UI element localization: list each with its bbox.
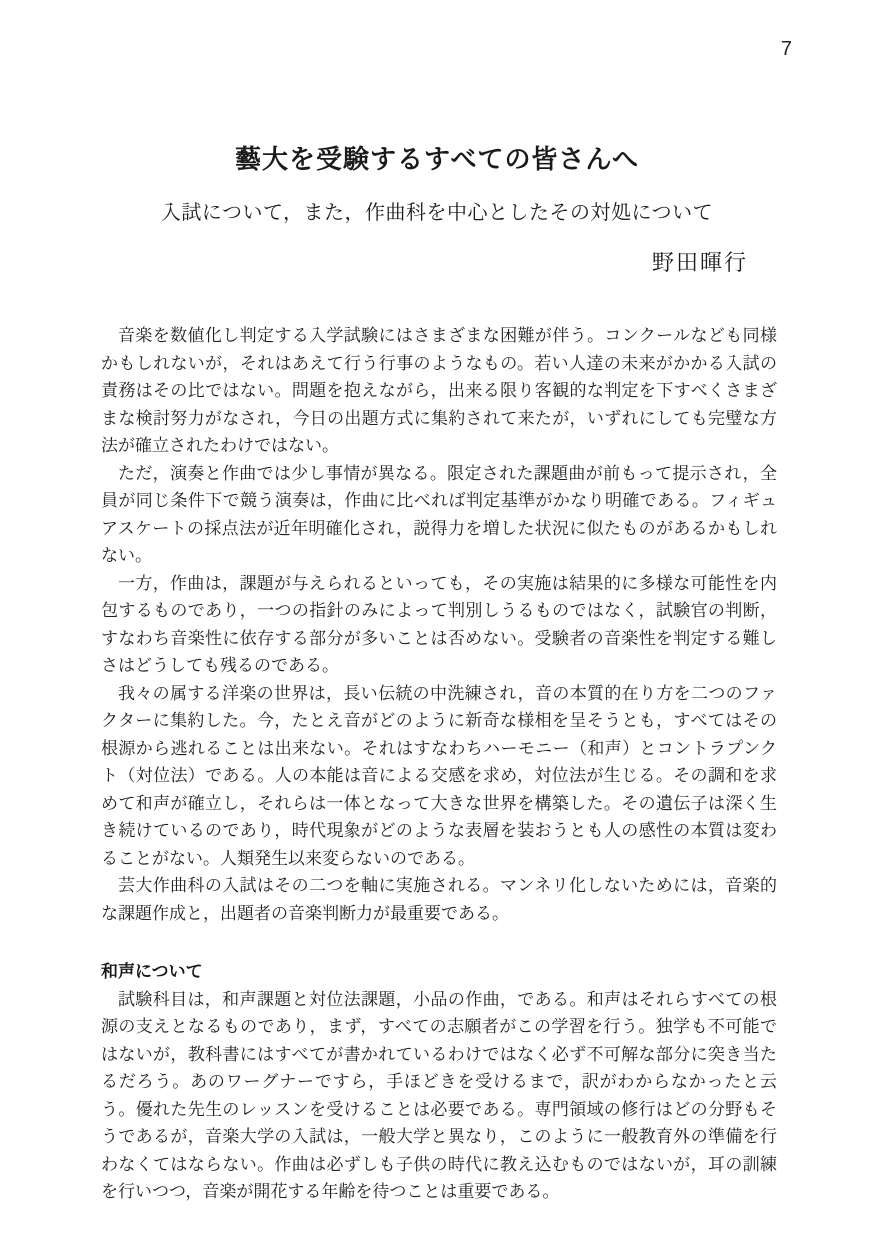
document-body — [101, 322, 777, 1206]
intro-paragraph-3: 一方，作曲は，課題が与えられるといっても，その実施は結果的に多様な可能性を内包するものであり，一つの指針のみによって判別しうるものではなく，試験官の判断，すなわち音楽性に依存する部分が多いことは否めない。受験者の音楽性を判定する難しさはどうしても残るのである。 — [101, 573, 777, 675]
section-heading-harmony: 和声について — [101, 962, 203, 981]
intro-paragraph-2: ただ，演奏と作曲では少し事情が異なる。限定された課題曲が前もって提示され，全員が同じ条件下で競う演奏は，作曲に比べれば判定基準がかなり明確である。フィギュアスケートの採点法が近年明確化され，説得力を増した状況に似たものがあるかもしれない。 — [101, 463, 777, 565]
author-name: 野田暉行 — [651, 250, 748, 275]
page-subtitle: 入試について，また，作曲科を中心としたその対処について — [160, 202, 714, 224]
section-harmony-paragraph-1: 試験科目は，和声課題と対位法課題，小品の作曲，である。和声はそれらすべての根源の支えとなるものであり，まず，すべての志願者がこの学習を行う。独学も不可能ではないが，教科書にはすべてが書かれているわけではなく必ず不可解な部分に突き当たるだろう。あのワーグナーですら，手ほどきを受けるまで，訳がわからなかったと云う。優れた先生のレッスンを受けることは必要である。専門領域の修行はどの分野もそうであるが，音楽大学の入試は，一般大学と異なり，このように一般教育外の準備を行わなくてはならない。作曲は必ずしも子供の時代に教え込むものではないが，耳の訓練を行いつつ，音楽が開花する年齢を待つことは重要である。 — [101, 989, 778, 1201]
intro-paragraph-5: 芸大作曲科の入試はその二つを軸に実施される。マンネリ化しないためには，音楽的な課題作成と，出題者の音楽判断力が最重要である。 — [101, 876, 777, 923]
intro-paragraph-1: 音楽を数値化し判定する入学試験にはさまざまな困難が伴う。コンクールなども同様かもしれないが，それはあえて行う行事のようなもの。若い人達の未来がかかる入試の責務はその比ではない。問題を抱えながら，出来る限り客観的な判定を下すべくさまざまな検討努力がなされ，今日の出題方式に集約されて来たが，いずれにしても完璧な方法が確立されたわけではない。 — [101, 326, 777, 455]
page-title: 藝大を受験するすべての皆さんへ — [235, 144, 639, 174]
page-number: 7 — [780, 38, 792, 60]
intro-paragraph-4: 我々の属する洋楽の世界は，長い伝統の中洗練され，音の本質的在り方を二つのファクターに集約した。今，たとえ音がどのように新奇な様相を呈そうとも，すべてはその根源から逃れることは出来ない。それはすなわちハーモニー（和声）とコントラプンクト（対位法）である。人の本能は音による交感を求め，対位法が生じる。その調和を求めて和声が確立し，それらは一体となって大きな世界を構築した。その遺伝子は深く生き続けているのであり，時代現象がどのような表層を装おうとも人の感性の本質は変わることがない。人類発生以来変らないのである。 — [101, 683, 777, 868]
